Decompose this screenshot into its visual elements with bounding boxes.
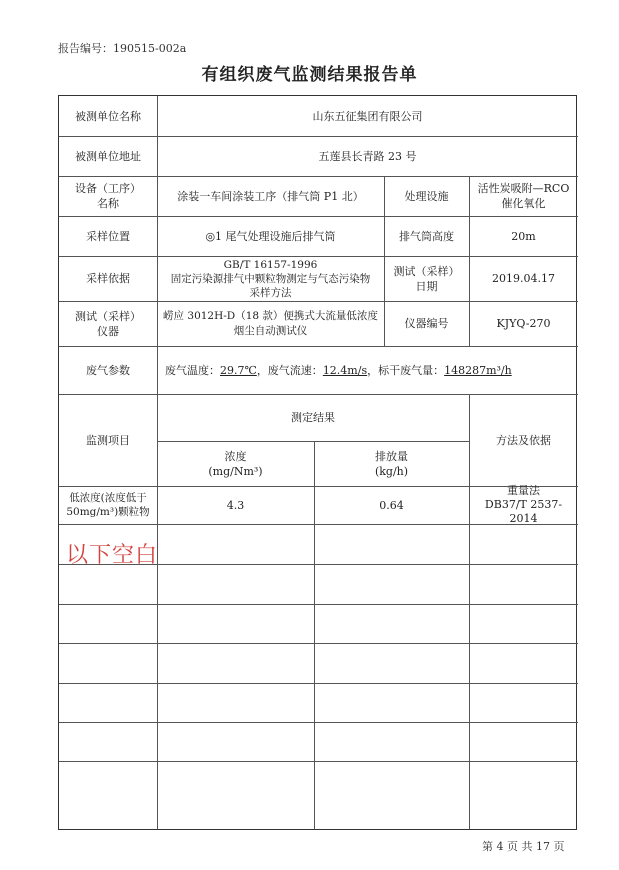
report-table [58, 95, 577, 830]
concentration-unit: (mg/Nm³) [208, 464, 263, 478]
emission-label: 排放量 [375, 449, 408, 463]
row-divider [59, 604, 578, 605]
unit-name-label: 被测单位名称 [75, 109, 141, 123]
instrument: 崂应 3012H-D（18 款）便携式大流量低浓度 烟尘自动测试仪 [163, 309, 378, 337]
item1-emission: 0.64 [379, 498, 404, 512]
gas-temp: 29.7℃ [220, 363, 257, 377]
report-number: 报告编号：190515-002a [58, 42, 187, 55]
gas-speed: 12.4m/s [322, 363, 368, 377]
sampling-basis [157, 256, 384, 301]
item1-method-standard: DB37/T 2537-2014 [484, 498, 563, 525]
test-date: 2019.04.17 [492, 272, 555, 285]
sampling-basis-title: 固定污染源排气中颗粒物测定与气态污染物 [170, 272, 371, 285]
emission-unit: (kg/h) [374, 464, 409, 478]
test-date-label: 测试（采样） 日期 [393, 264, 460, 293]
sampling-location-label: 采样位置 [86, 229, 130, 243]
instrument-label: 测试（采样） 仪器 [75, 309, 141, 338]
sampling-basis-title-cont: 采样方法 [249, 286, 292, 299]
treatment: 活性炭吸附—RCO 催化氧化 [477, 182, 570, 210]
item1-method [469, 486, 578, 524]
concentration-header [157, 441, 314, 486]
gas-params-label: 废气参数 [86, 363, 130, 377]
row-divider [59, 722, 578, 723]
page-number: 第 4 页 共 17 页 [482, 840, 565, 853]
page-title: 有组织废气监测结果报告单 [201, 65, 418, 85]
gas-params [157, 346, 578, 394]
unit-address: 五莲县长青路 23 号 [318, 149, 417, 163]
gas-speed-prefix: ，废气流速： [256, 363, 323, 377]
unit-name: 山东五征集团有限公司 [312, 109, 423, 123]
result-label: 测定结果 [291, 411, 335, 424]
sampling-basis-label: 采样依据 [86, 272, 130, 285]
treatment-label: 处理设施 [404, 189, 449, 203]
equipment: 涂装一车间涂装工序（排气筒 P1 北） [177, 189, 364, 203]
instrument-no-label: 仪器编号 [404, 317, 449, 330]
stack-height: 20m [511, 229, 536, 243]
gas-flow: 148287m³/h [444, 363, 512, 377]
equipment-label: 设备（工序） 名称 [75, 182, 141, 210]
item1-concentration: 4.3 [226, 498, 245, 512]
stack-height-label: 排气筒高度 [399, 229, 454, 243]
gas-temp-prefix: 废气温度： [165, 363, 220, 377]
blank-below-stamp: 以下空白 [66, 543, 159, 568]
row-divider [59, 761, 578, 762]
item1-method-name: 重量法 [507, 484, 540, 497]
item-label: 监测项目 [86, 433, 130, 447]
unit-address-label: 被测单位地址 [75, 149, 141, 163]
concentration-label: 浓度 [224, 449, 247, 463]
item1-name: 低浓度(浓度低于 50mg/m³)颗粒物 [66, 492, 150, 518]
row-divider [59, 643, 578, 644]
instrument-no: KJYQ-270 [496, 317, 551, 330]
method-label: 方法及依据 [496, 433, 551, 447]
sampling-basis-standard: GB/T 16157-1996 [223, 258, 318, 271]
row-divider [59, 683, 578, 684]
sampling-location: ◎1 尾气处理设施后排气筒 [205, 229, 336, 243]
emission-header [314, 441, 469, 486]
gas-flow-prefix: ，标干废气量： [367, 363, 445, 377]
